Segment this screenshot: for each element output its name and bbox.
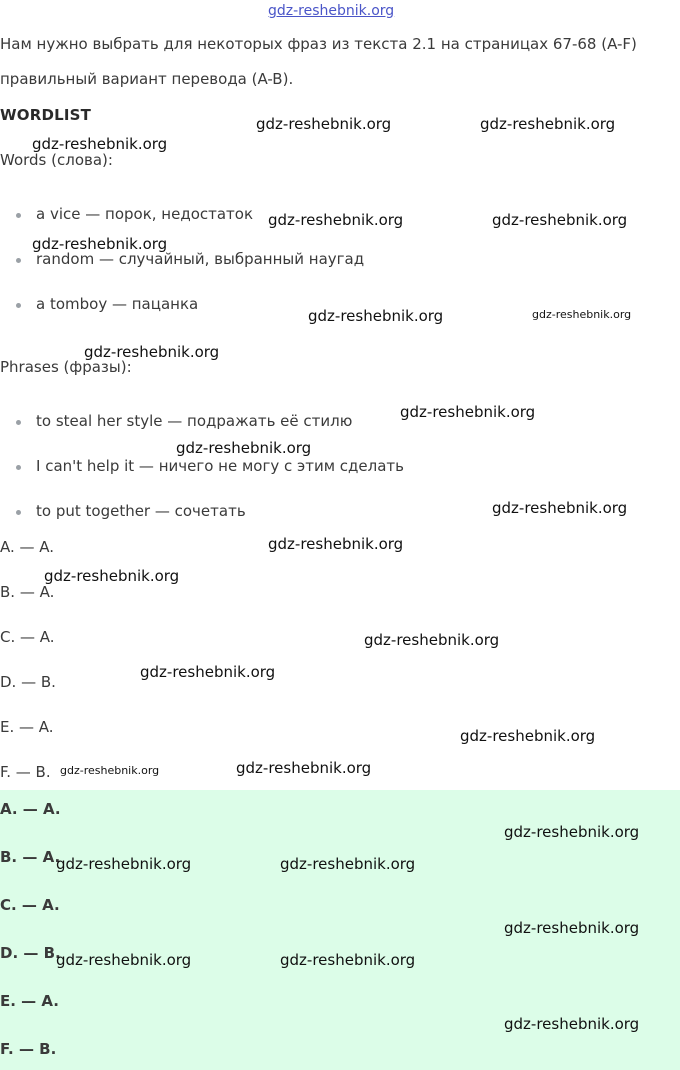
phrase-item: to put together — сочетать [36,502,246,520]
bullet-icon [16,420,21,425]
watermark: gdz-reshebnik.org [44,567,180,585]
highlighted-answer-item: E. — A. [0,992,59,1010]
words-heading: Words (слова): [0,151,113,169]
watermark: gdz-reshebnik.org [504,823,640,841]
answer-item: D. — B. [0,673,56,691]
word-item: a vice — порок, недостаток [36,205,254,223]
watermark: gdz-reshebnik.org [56,951,192,969]
phrase-item: I can't help it — ничего не могу с этим сделать [36,457,405,475]
highlighted-answer-item: F. — B. [0,1040,57,1058]
bullet-icon [16,303,21,308]
watermark: gdz-reshebnik.org [84,343,220,361]
watermark: gdz-reshebnik.org [56,855,192,873]
bullet-icon [16,258,21,263]
watermark: gdz-reshebnik.org [280,855,416,873]
watermark: gdz-reshebnik.org [504,1015,640,1033]
watermark: gdz-reshebnik.org [308,307,444,325]
watermark: gdz-reshebnik.org [492,499,628,517]
watermark: gdz-reshebnik.org [60,764,160,777]
watermark: gdz-reshebnik.org [492,211,628,229]
intro-line-2: правильный вариант перевода (A-B). [0,70,294,88]
watermark: gdz-reshebnik.org [176,439,312,457]
answer-item: B. — A. [0,583,55,601]
watermark: gdz-reshebnik.org [236,759,372,777]
answer-item: F. — B. [0,763,51,781]
watermark: gdz-reshebnik.org [400,403,536,421]
watermark: gdz-reshebnik.org [532,308,632,321]
watermark: gdz-reshebnik.org [460,727,596,745]
bullet-icon [16,510,21,515]
watermark: gdz-reshebnik.org [268,535,404,553]
answer-item: E. — A. [0,718,54,736]
watermark: gdz-reshebnik.org [280,951,416,969]
answer-item: A. — A. [0,538,55,556]
word-item: random — случайный, выбранный наугад [36,250,365,268]
bullet-icon [16,213,21,218]
bullet-icon [16,465,21,470]
wordlist-heading: WORDLIST [0,106,92,124]
highlighted-answer-item: D. — B. [0,944,61,962]
answer-item: C. — A. [0,628,55,646]
highlighted-answer-item: A. — A. [0,800,61,818]
intro-line-1: Нам нужно выбрать для некоторых фраз из текста 2.1 на страницах 67-68 (A-F) [0,35,637,53]
watermark: gdz-reshebnik.org [256,115,392,133]
phrases-heading: Phrases (фразы): [0,358,132,376]
watermark: gdz-reshebnik.org [32,135,168,153]
watermark: gdz-reshebnik.org [140,663,276,681]
highlighted-answer-item: B. — A. [0,848,61,866]
watermark: gdz-reshebnik.org [268,211,404,229]
site-watermark-top[interactable]: gdz-reshebnik.org [268,3,395,19]
watermark: gdz-reshebnik.org [364,631,500,649]
watermark: gdz-reshebnik.org [32,235,168,253]
phrase-item: to steal her style — подражать её стилю [36,412,353,430]
word-item: a tomboy — пацанка [36,295,199,313]
highlighted-answer-item: C. — A. [0,896,60,914]
watermark: gdz-reshebnik.org [480,115,616,133]
watermark: gdz-reshebnik.org [504,919,640,937]
